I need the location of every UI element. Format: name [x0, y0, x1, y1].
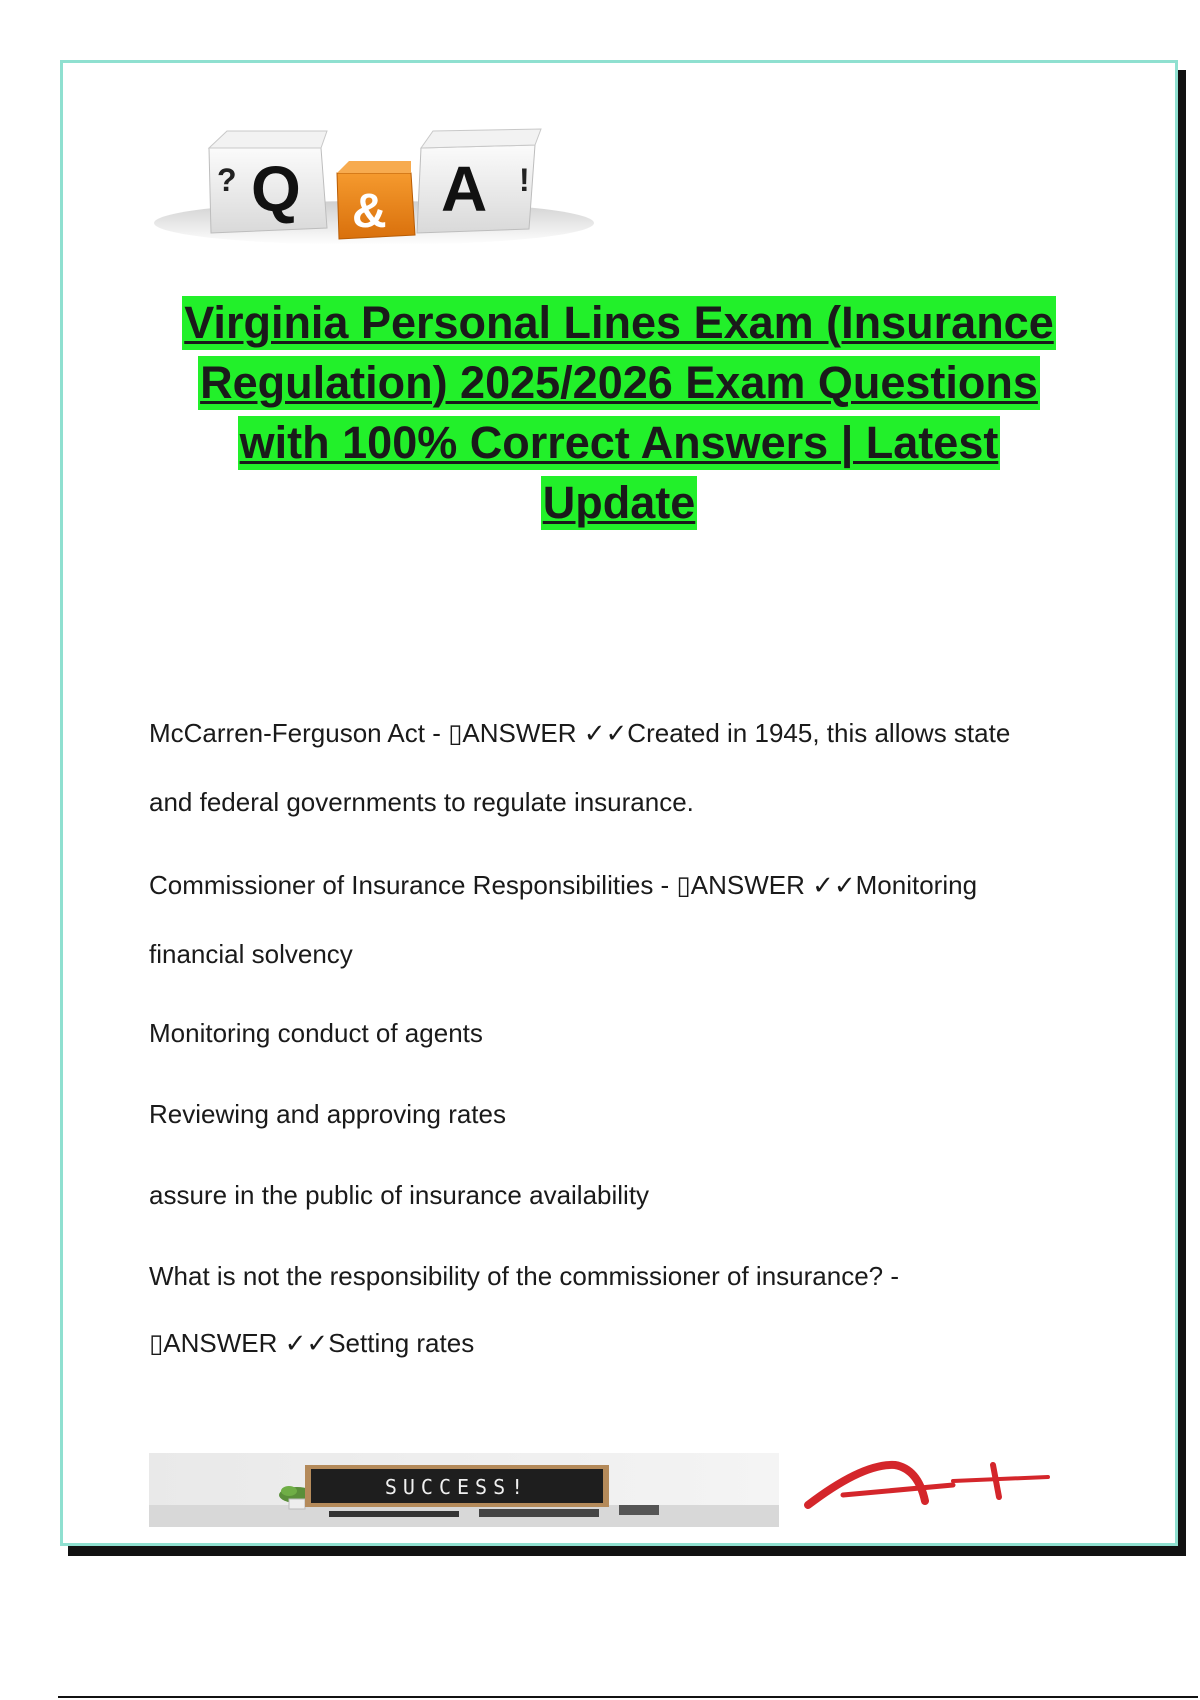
- content-line-8: What is not the responsibility of the commissioner of insurance? -: [149, 1261, 900, 1291]
- document-title: [103, 293, 1135, 533]
- a-plus-icon: [803, 1455, 1053, 1525]
- banner-text: SUCCESS!: [384, 1475, 530, 1499]
- success-banner: [149, 1453, 779, 1527]
- content-line-7: assure in the public of insurance availability: [149, 1180, 650, 1210]
- title-line-3: with 100% Correct Answers | Latest: [239, 417, 999, 468]
- content-line-1: McCarren-Ferguson Act - ▯ANSWER ✓✓Created in 1945, this allows state: [149, 718, 1011, 748]
- qa-dice-icon: [149, 93, 599, 253]
- a-plus-logo: [803, 1455, 1053, 1525]
- logo-right-mark: !: [519, 162, 530, 198]
- content-line-4: financial solvency: [149, 939, 353, 969]
- content-line-5: Monitoring conduct of agents: [149, 1018, 483, 1048]
- title-line-2: Regulation) 2025/2026 Exam Questions: [200, 357, 1038, 408]
- title-line-4: Update: [542, 477, 696, 528]
- content-line-9: ▯ANSWER ✓✓Setting rates: [149, 1328, 475, 1358]
- logo-q: Q: [251, 153, 301, 225]
- title-line-1: Virginia Personal Lines Exam (Insurance: [184, 297, 1054, 348]
- content-line-2: and federal governments to regulate insurance.: [149, 787, 694, 817]
- success-banner-icon: [149, 1453, 779, 1527]
- qa-dice-logo: [149, 93, 599, 253]
- logo-a: A: [441, 153, 488, 225]
- qa-content: [149, 718, 1109, 1359]
- content-line-3: Commissioner of Insurance Responsibilities - ▯ANSWER ✓✓Monitoring: [149, 870, 978, 900]
- page-frame: [60, 60, 1178, 1546]
- logo-left-mark: ?: [217, 162, 237, 198]
- bottom-rule: [58, 1696, 1198, 1698]
- a-plus-text: A+: [803, 1455, 805, 1456]
- content-line-6: Reviewing and approving rates: [149, 1099, 506, 1129]
- logo-amp: &: [352, 185, 387, 238]
